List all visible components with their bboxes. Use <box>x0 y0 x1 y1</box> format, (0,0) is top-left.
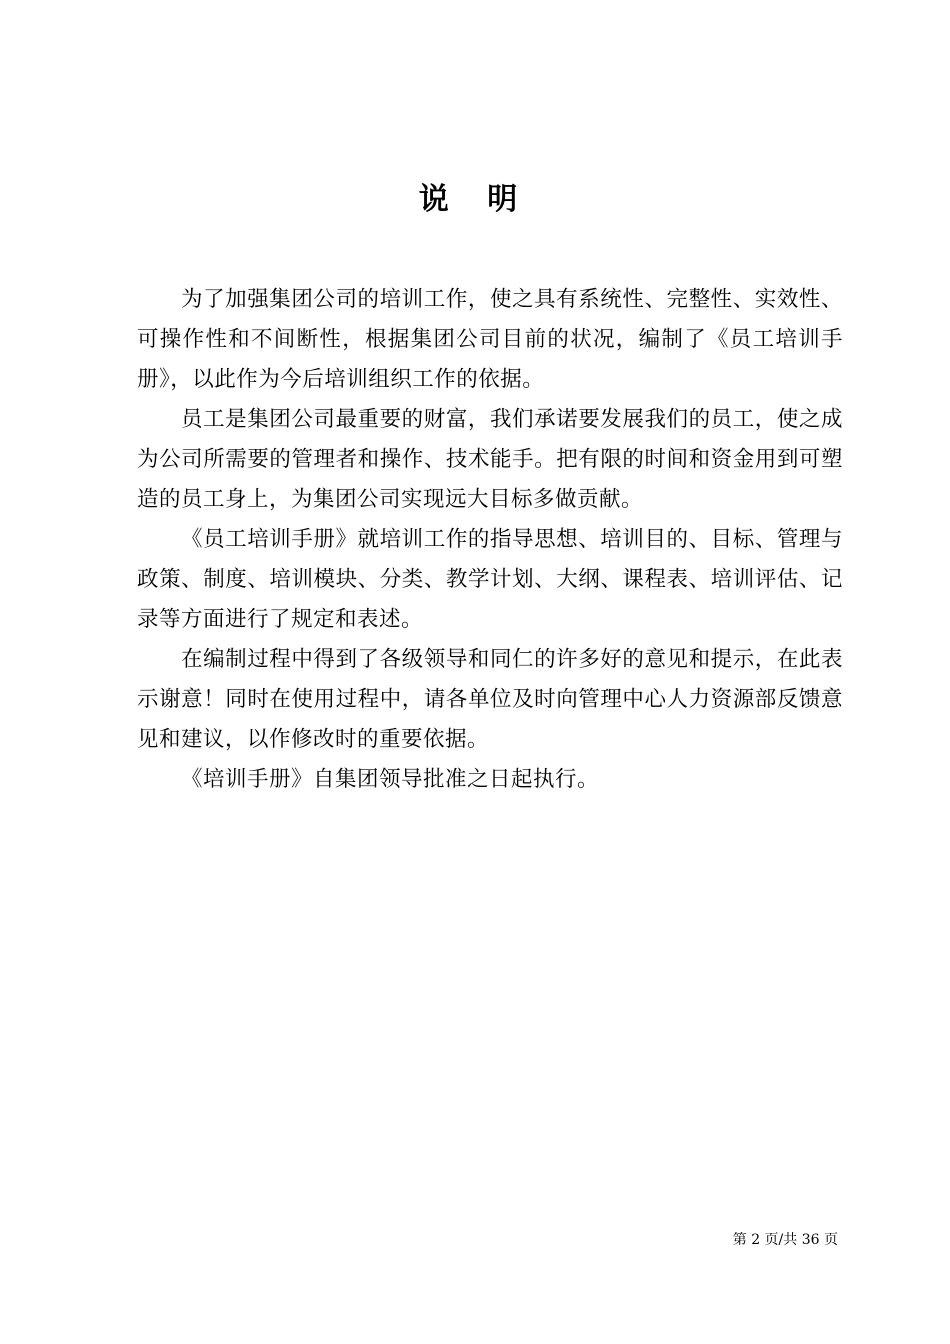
paragraph-4: 在编制过程中得到了各级领导和同仁的许多好的意见和提示，在此表示谢意！同时在使用过程中，请各单位及时向管理中心人力资源部反馈意见和建议，以作修改时的重要依据。 <box>137 647 843 752</box>
paragraph-2: 员工是集团公司最重要的财富，我们承诺要发展我们的员工，使之成为公司所需要的管理者和操作、技术能手。把有限的时间和资金用到可塑造的员工身上，为集团公司实现远大目标多做贡献。 <box>137 407 843 512</box>
page-number-footer: 第 2 页/共 36 页 <box>732 1232 838 1248</box>
paragraph-1: 为了加强集团公司的培训工作，使之具有系统性、完整性、实效性、可操作性和不间断性，根据集团公司目前的状况，编制了《员工培训手册》，以此作为今后培训组织工作的依据。 <box>137 287 843 392</box>
page-title: 说 明 <box>418 182 532 217</box>
document-body <box>137 280 843 800</box>
paragraph-3: 《员工培训手册》就培训工作的指导思想、培训目的、目标、管理与政策、制度、培训模块、分类、教学计划、大纲、课程表、培训评估、记录等方面进行了规定和表述。 <box>137 527 843 632</box>
paragraph-5: 《培训手册》自集团领导批准之日起执行。 <box>181 767 600 792</box>
